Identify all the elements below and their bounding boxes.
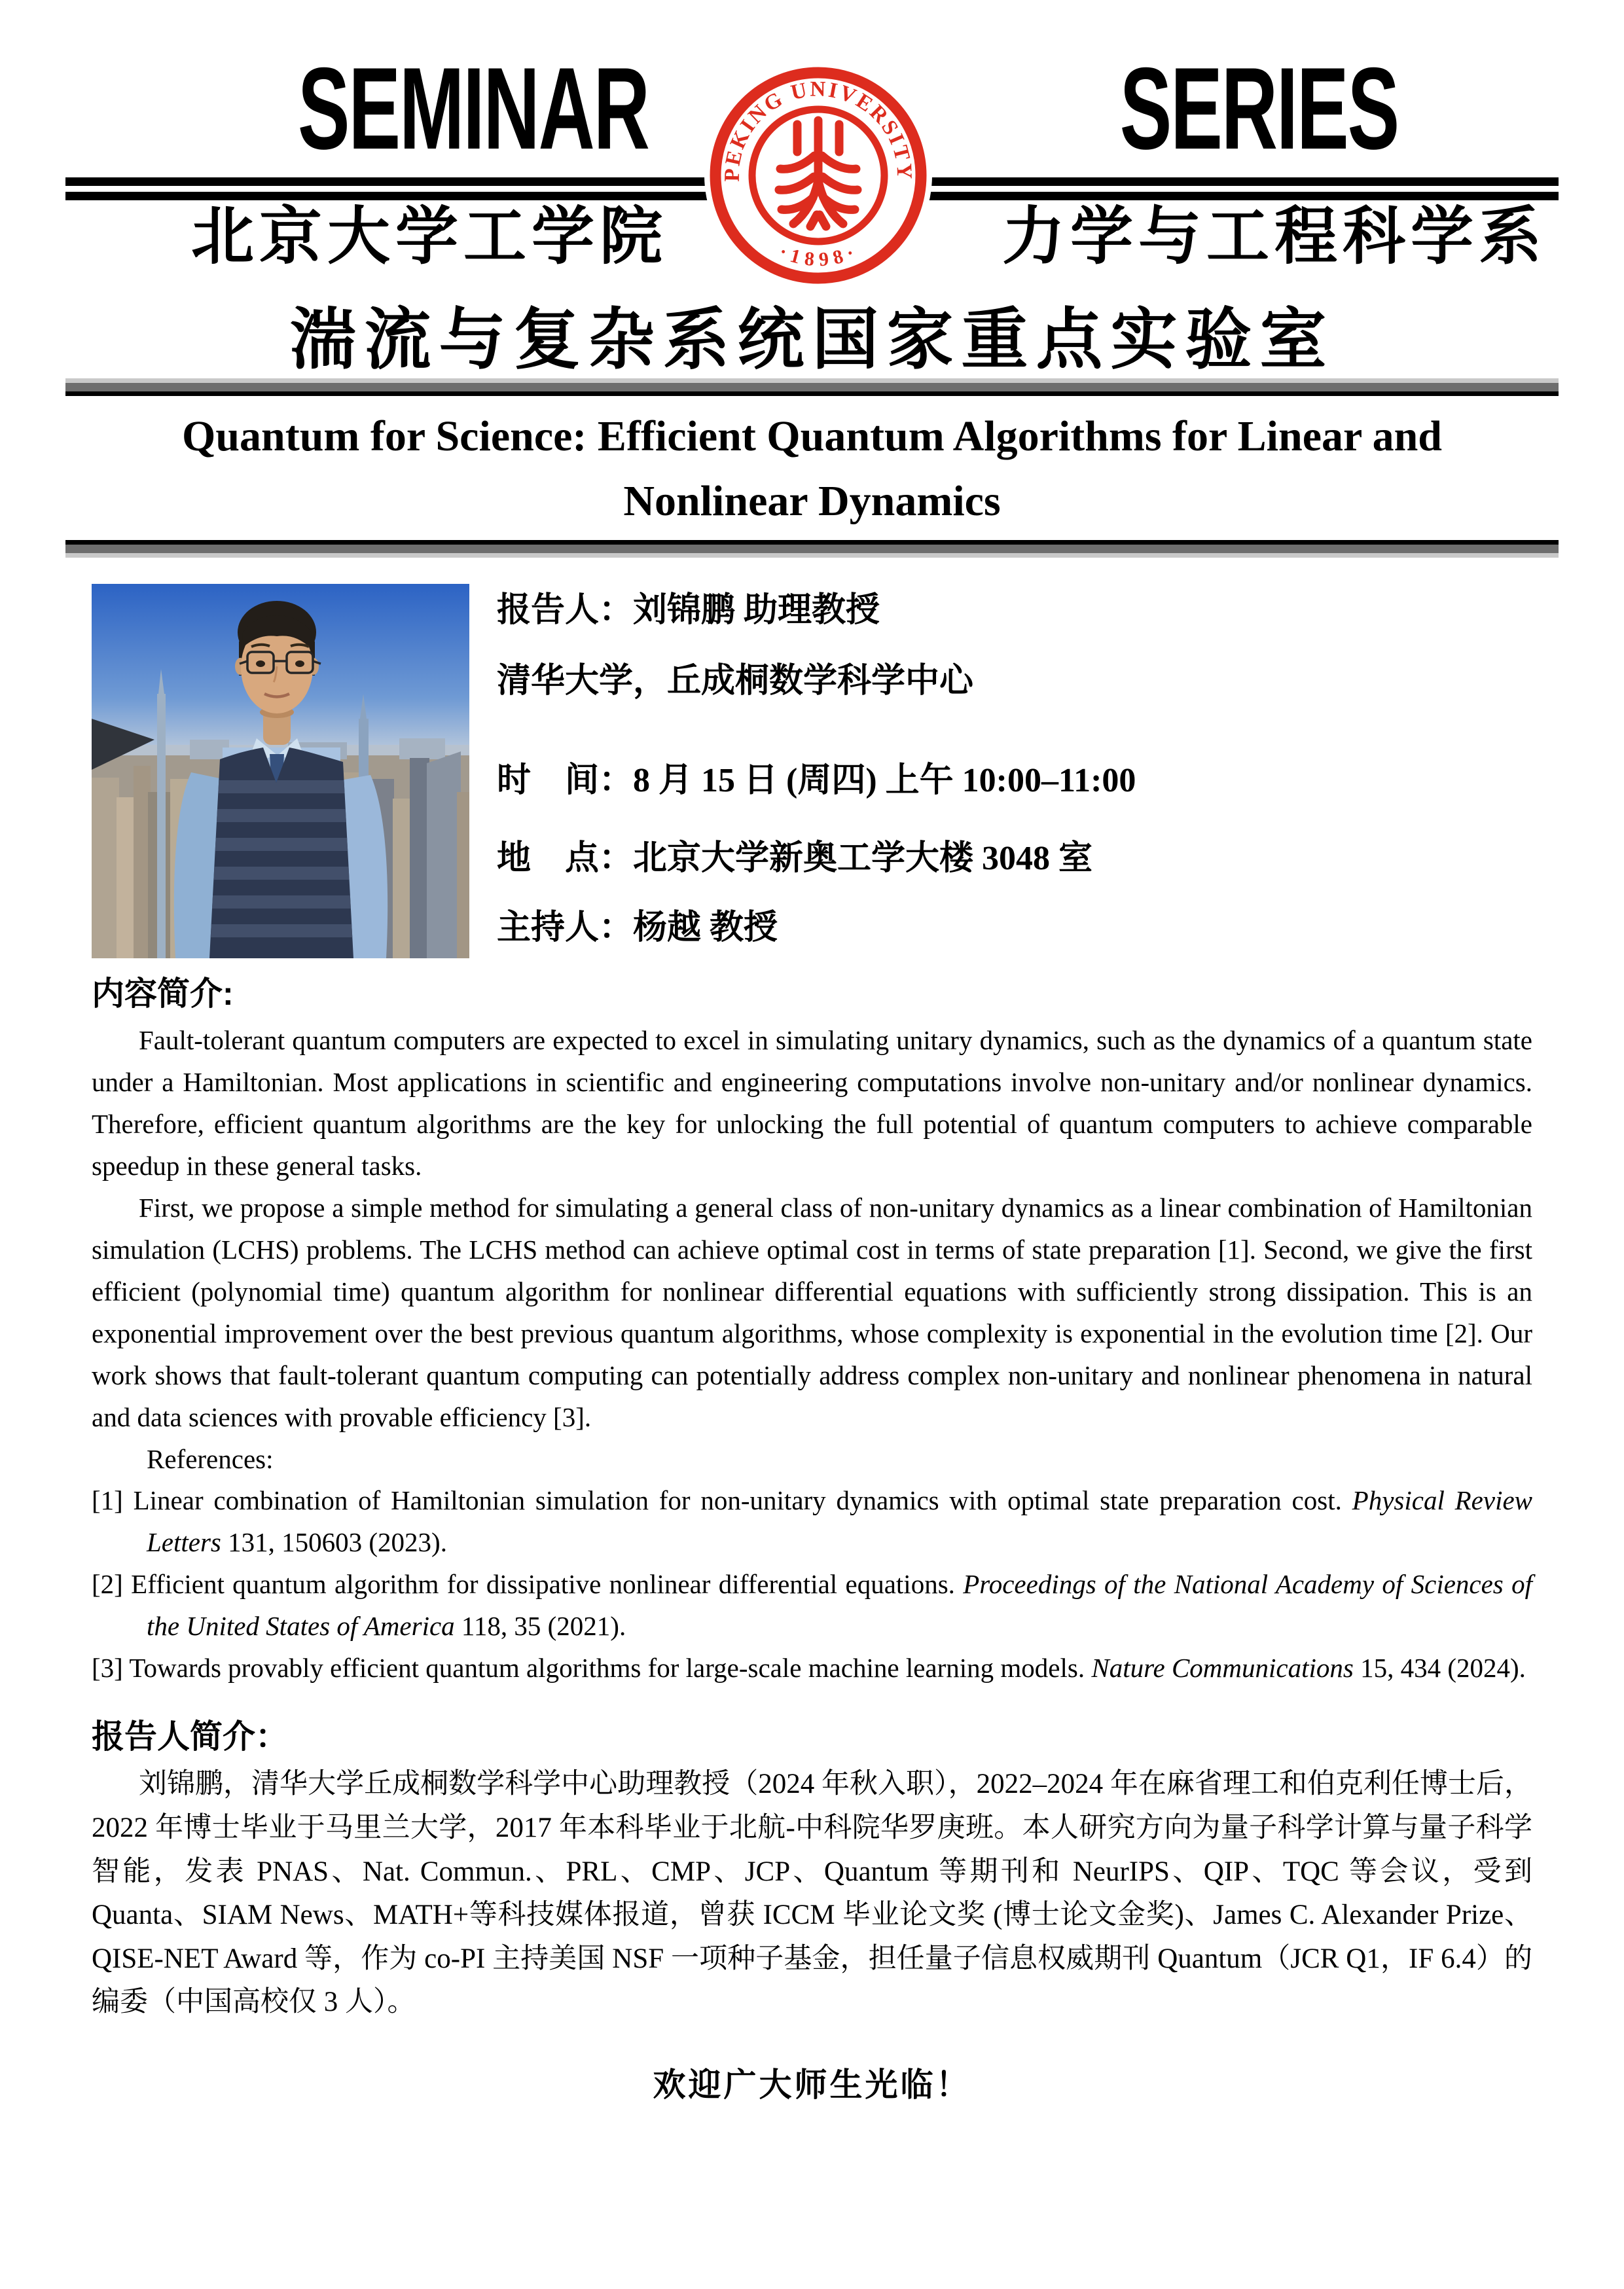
poster-body: [92, 974, 1532, 2106]
bio-heading: 报告人简介：: [92, 1718, 288, 1756]
masthead: [0, 0, 1624, 378]
masthead-word-seminar-text: SEMINAR: [297, 43, 649, 173]
speaker-name-line: 报告人：刘锦鹏 助理教授: [497, 592, 880, 629]
seminar-title-line1: Quantum for Science: Efficient Quantum Algorithms for Linear and: [181, 412, 1443, 460]
speaker-affiliation-line: 清华大学，丘成桐数学科学中心: [497, 662, 974, 700]
masthead-word-series-text: SERIES: [1119, 43, 1398, 173]
abstract-section: [92, 974, 1532, 1689]
bio-paragraph: 刘锦鹏，清华大学丘成桐数学科学中心助理教授（2024 年秋入职），2022–2024 年在麻省理工和伯克利任博士后，2022 年博士毕业于马里兰大学，2017 年本科毕业于北航-中科院华罗庚班。本人研究方向为量子科学计算与量子科学智能，发表 PNAS、Nat. Commun.、PRL、CMP、JCP、Quantum 等期刊和 NeurIPS、QIP、TQC 等会议，受到 Quanta、SIAM News、MATH+等科技媒体报道，曾获 ICCM 毕业论文奖 (博士论文金奖)、James C. Alexander Prize、QISE-NET Award 等，作为 co-PI 主持美国 NSF 一项种子基金，担任量子信息权威期刊 Quantum（JCR Q1，IF 6.4）的编委（中国高校仅 3 人）。: [92, 1769, 1532, 2018]
divider-below-title: [65, 540, 1559, 558]
reference-text: Efficient quantum algorithm for dissipative nonlinear differential equations. Proceedings of the National Academy of Sciences of the United States of America 118, 35 (2021).: [131, 1569, 1532, 1642]
seminar-title: [72, 404, 1552, 533]
abstract-paragraph-1: Fault-tolerant quantum computers are expected to excel in simulating unitary dynamics, such as the dynamics of a quantum state under a Hamiltonian. Most applications in scientific and engineering computations involve non-unitary and/or nonlinear dynamics. Therefore, efficient quantum algorithms are the key for unlocking the full potential of quantum computers to achieve comparable speedup in these general tasks.: [92, 1025, 1532, 1181]
references-label: References:: [147, 1443, 274, 1474]
abstract-heading: 内容简介:: [92, 975, 234, 1012]
seminar-venue-line: 地 点：北京大学新奥工学大楼 3048 室: [497, 839, 1093, 877]
reference-marker: [1]: [92, 1485, 123, 1516]
seminar-title-line2: Nonlinear Dynamics: [623, 477, 1001, 525]
logo-ring-text: PEKING UNIVERSITY: [720, 77, 916, 183]
speaker-photo: [92, 584, 469, 958]
masthead-laboratory-name: 湍流与复杂系统国家重点实验室: [289, 302, 1335, 377]
speaker-info: [497, 584, 1559, 958]
seminar-host-line: 主持人：杨越 教授: [497, 909, 778, 946]
reference-text: Linear combination of Hamiltonian simulation for non-unitary dynamics with optimal state preparation cost. Physical Review Letters 131, 150603 (2023).: [133, 1485, 1533, 1558]
masthead-department-name: 力学与工程科学系: [1002, 202, 1547, 272]
masthead-college-name: 北京大学工学院: [191, 202, 668, 272]
closing-line: 欢迎广大师生光临！: [653, 2066, 971, 2104]
reference-item-2: [92, 1564, 1532, 1648]
speaker-section: [92, 584, 1559, 958]
reference-item-1: [92, 1480, 1532, 1564]
masthead-word-series: [1043, 43, 1475, 173]
reference-marker: [2]: [92, 1569, 123, 1600]
seminar-time-line: 时 间：8 月 15 日 (周四) 上午 10:00–11:00: [497, 762, 1136, 800]
bio-section: [92, 1717, 1532, 2025]
reference-marker: [3]: [92, 1653, 123, 1684]
masthead-word-seminar: [211, 43, 649, 173]
reference-item-3: [92, 1648, 1532, 1689]
divider-above-title: [65, 378, 1559, 396]
peking-university-seal-icon: [704, 62, 932, 289]
abstract-paragraph-2: First, we propose a simple method for simulating a general class of non-unitary dynamics as a linear combination of Hamiltonian simulation (LCHS) problems. The LCHS method can achieve optimal cost in terms of state preparation [1]. Second, we give the first efficient (polynomial time) quantum algorithm for nonlinear differential equations with sufficiently strong dissipation. This is an exponential improvement over the best previous quantum algorithms, whose complexity is exponential in the evolution time [2]. Our work shows that fault-tolerant quantum computing can potentially address complex non-unitary and nonlinear phenomena in natural and data sciences with provable efficiency [3].: [92, 1192, 1532, 1432]
reference-text: Towards provably efficient quantum algorithms for large-scale machine learning models. Nature Communications 15, 434 (2024).: [129, 1653, 1526, 1684]
peking-university-logo: [704, 62, 932, 289]
logo-year-text: ·1898·: [776, 240, 861, 271]
